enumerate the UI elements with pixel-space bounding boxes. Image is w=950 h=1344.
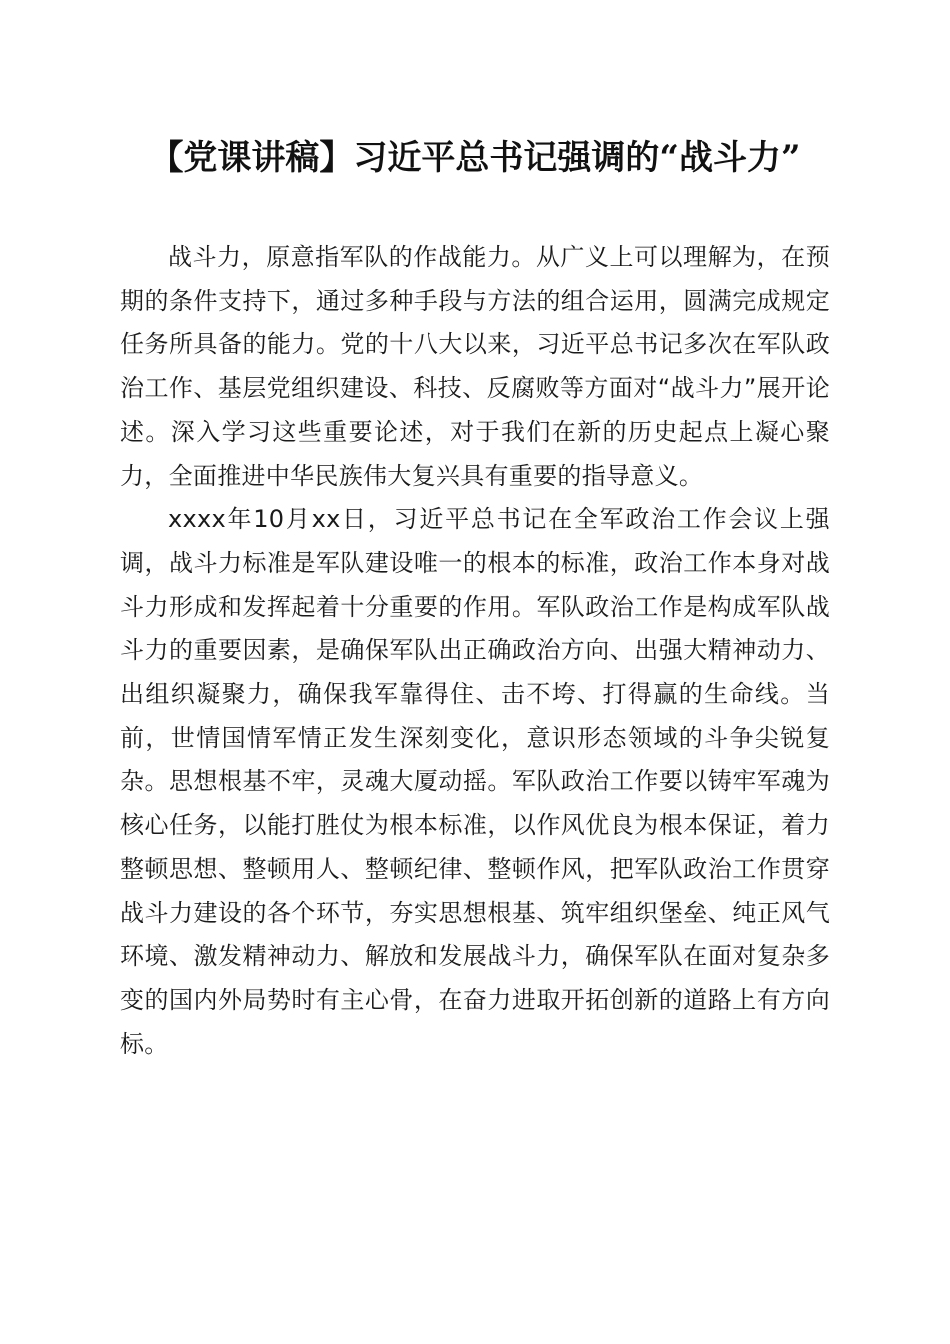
paragraph-1: 战斗力，原意指军队的作战能力。从广义上可以理解为，在预期的条件支持下，通过多种手段与方法的组合运用，圆满完成规定任务所具备的能力。党的十八大以来，习近平总书记多次在军队政治工作、基层党组织建设、科技、反腐败等方面对“战斗力”展开论述。深入学习这些重要论述，对于我们在新的历史起点上凝心聚力，全面推进中华民族伟大复兴具有重要的指导意义。 xyxy=(120,243,830,490)
document-body xyxy=(120,236,830,1066)
paragraph-2: xxxx年10月xx日，习近平总书记在全军政治工作会议上强调，战斗力标准是军队建设唯一的根本的标准，政治工作本身对战斗力形成和发挥起着十分重要的作用。军队政治工作是构成军队战斗力的重要因素，是确保军队出正确政治方向、出强大精神动力、出组织凝聚力，确保我军靠得住、击不垮、打得赢的生命线。当前，世情国情军情正发生深刻变化，意识形态领域的斗争尖锐复杂。思想根基不牢，灵魂大厦动摇。军队政治工作要以铸牢军魂为核心任务，以能打胜仗为根本标准，以作风优良为根本保证，着力整顿思想、整顿用人、整顿纪律、整顿作风，把军队政治工作贯穿战斗力建设的各个环节，夯实思想根基、筑牢组织堡垒、纯正风气环境、激发精神动力、解放和发展战斗力，确保军队在面对复杂多变的国内外局势时有主心骨，在奋力进取开拓创新的道路上有方向标。 xyxy=(120,505,830,1058)
document-title: 【党课讲稿】习近平总书记强调的“战斗力” xyxy=(149,138,801,178)
